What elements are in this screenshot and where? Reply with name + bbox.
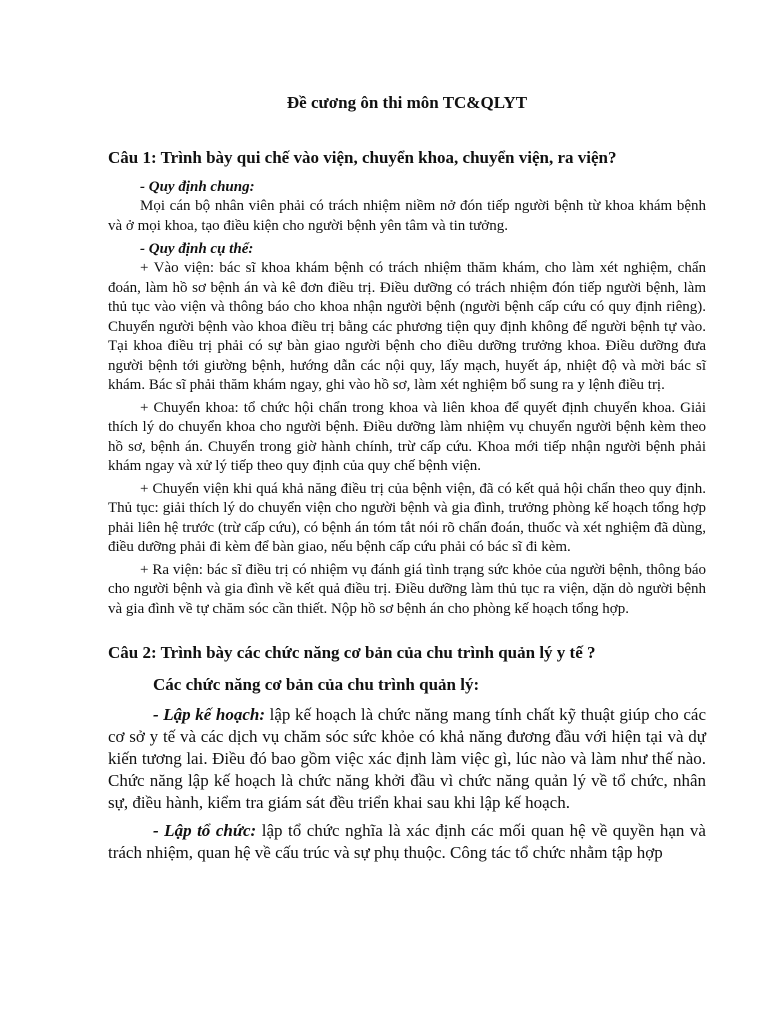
question-1-heading: Câu 1: Trình bày qui chế vào viện, chuyển khoa, chuyển viện, ra viện? [108,148,617,167]
hospital-transfer-paragraph: + Chuyển viện khi quá khả năng điều trị của bệnh viện, đã có kết quả hội chẩn theo quy định. Thủ tục: giải thích lý do chuyển viện cho người bệnh và gia đình, trưởng phòng kế hoạch tổng hợp phải liên hệ trước (trừ cấp cứu), có bệnh án tóm tắt nói rõ chẩn đoán, thuốc và xét nghiệm đã dùng, điều dưỡng phải đi kèm để bàn giao, nếu bệnh cấp cứu phải có bác sĩ đi kèm. [108,480,706,555]
document-title: Đề cương ôn thi môn TC&QLYT [286,93,528,112]
admission-paragraph: + Vào viện: bác sĩ khoa khám bệnh có trách nhiệm thăm khám, cho làm xét nghiệm, chẩn đoán, làm hồ sơ bệnh án và kê đơn điều trị. Điều dưỡng có trách nhiệm đón tiếp người bệnh, làm thủ tục vào viện và thông báo cho khoa nhận người bệnh (người bệnh cấp cứu có quy định riêng). Chuyển người bệnh vào khoa điều trị bằng các phương tiện quy định không để người bệnh tự vào. Tại khoa điều trị phải có sự bàn giao người bệnh cho điều dưỡng trưởng khoa. Điều dưỡng đưa người bệnh tới giường bệnh, hướng dẫn các nội quy, lấy mạch, huyết áp, nhiệt độ và mời bác sĩ khám. Bác sĩ phải thăm khám ngay, ghi vào hồ sơ, làm xét nghiệm bổ sung ra y lệnh điều trị. [108,260,706,393]
planning-paragraph [108,704,706,814]
discharge-paragraph: + Ra viện: bác sĩ điều trị có nhiệm vụ đánh giá tình trạng sức khỏe của người bệnh, thông báo cho người bệnh và gia đình về kết quả điều trị. Điều dưỡng làm thủ tục ra viện, dặn dò người bệnh và gia đình về tự chăm sóc cần thiết. Nộp hồ sơ bệnh án cho phòng kế hoạch tổng hợp. [108,561,706,617]
management-functions-heading: Các chức năng cơ bản của chu trình quản lý: [153,675,480,694]
organizing-paragraph [108,820,706,864]
planning-label: - Lập kế hoạch: [153,705,266,724]
organizing-text: lập tổ chức nghĩa là xác định các mối quan hệ về quyền hạn và trách nhiệm, quan hệ về cấu trúc và sự phụ thuộc. Công tác tổ chức nhằm tập hợp [108,821,706,862]
document-body [108,92,706,870]
planning-text: lập kế hoạch là chức năng mang tính chất kỹ thuật giúp cho các cơ sở y tế và các dịch vụ chăm sóc sức khỏe có khả năng đương đầu với hiện tại và dự kiến tương lai. Điều đó bao gồm việc xác định làm việc gì, lúc nào và làm như thế nào. Chức năng lập kế hoạch là chức năng khởi đầu vì chức năng quản lý về tổ chức, nhân sự, điều hành, kiểm tra giám sát đều triển khai sau khi lập kế hoạch. [108,705,706,812]
specific-rules-heading: - Quy định cụ thể: [140,241,254,257]
department-transfer-paragraph: + Chuyển khoa: tổ chức hội chẩn trong khoa và liên khoa để quyết định chuyển khoa. Giải thích lý do chuyển khoa cho người bệnh. Điều dưỡng làm nhiệm vụ chuyển người bệnh kèm theo hồ sơ, bệnh án. Chuyển trong giờ hành chính, trừ cấp cứu. Khoa mới tiếp nhận người bệnh phải khám ngay và xử lý tiếp theo quy định của quy chế bệnh viện. [108,399,706,474]
general-rules-heading: - Quy định chung: [140,179,255,195]
organizing-label: - Lập tổ chức: [153,821,257,840]
general-rules-paragraph: Mọi cán bộ nhân viên phải có trách nhiệm niềm nở đón tiếp người bệnh từ khoa khám bệnh và ở mọi khoa, tạo điều kiện cho người bệnh yên tâm và tin tưởng. [108,198,706,234]
question-2-heading: Câu 2: Trình bày các chức năng cơ bản của chu trình quản lý y tế ? [108,643,596,662]
